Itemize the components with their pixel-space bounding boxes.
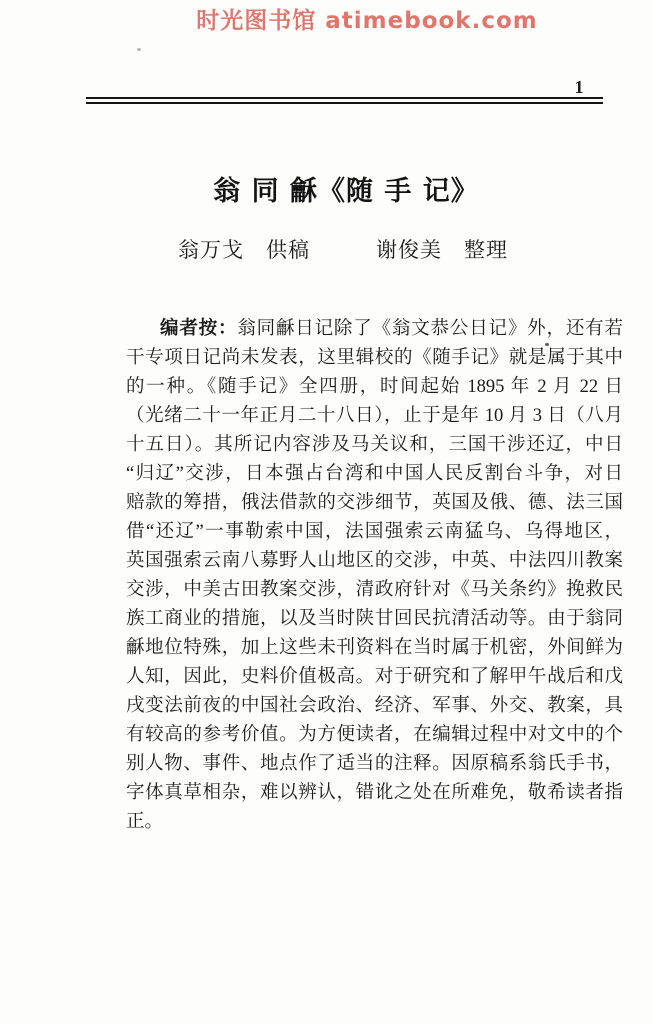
note-line: 龢地位特殊，加上这些未刊资料在当时属于机密，外间鲜为 xyxy=(126,638,623,658)
note-line: 族工商业的措施，以及当时陕甘回民抗清活动等。由于翁同 xyxy=(126,609,623,629)
note-line: 别人物、事件、地点作了适当的注释。因原稿系翁氏手书， xyxy=(126,754,623,774)
note-line: 正。 xyxy=(126,812,164,832)
library-watermark: 时光图书馆 atimebook.com xyxy=(196,8,538,34)
note-line: 干专项日记尚未发表，这里辑校的《随手记》就是属于其中 xyxy=(126,348,623,368)
note-line: “归辽”交涉，日本强占台湾和中国人民反割台斗争，对日 xyxy=(126,464,623,484)
note-line xyxy=(126,315,623,344)
note-line: （光绪二十一年正月二十八日），止于是年 10 月 3 日（八月 xyxy=(126,406,623,426)
note-line: 英国强索云南八募野人山地区的交涉，中英、中法四川教案 xyxy=(126,551,623,571)
page-number: 1 xyxy=(574,77,584,97)
note-line: 交涉，中美古田教案交涉，清政府针对《马关条约》挽救民 xyxy=(126,580,623,600)
byline: 翁万戈 供稿 谢俊美 整理 xyxy=(178,238,508,262)
note-line: 赔款的筹措，俄法借款的交涉细节，英国及俄、德、法三国 xyxy=(126,493,623,513)
editor-note-lead: 编者按： xyxy=(160,319,238,339)
scan-speck xyxy=(137,48,141,51)
note-line: 借“还辽”一事勒索中国，法国强索云南猛乌、乌得地区， xyxy=(126,522,623,542)
header-double-rule xyxy=(86,97,603,104)
note-line-text: 翁同龢日记除了《翁文恭公日记》外，还有若 xyxy=(237,319,623,339)
note-line: 人知，因此，史料价值极高。对于研究和了解甲午战后和戊 xyxy=(126,667,623,687)
note-line: 的一种。《随手记》全四册，时间起始 1895 年 2 月 22 日 xyxy=(126,377,623,397)
page-title: 翁 同 龢《随 手 记》 xyxy=(213,176,479,207)
note-line: 有较高的参考价值。为方便读者，在编辑过程中对文中的个 xyxy=(126,725,623,745)
note-line: 戌变法前夜的中国社会政治、经济、军事、外交、教案，具 xyxy=(126,696,623,716)
note-line: 十五日）。其所记内容涉及马关议和，三国干涉还辽，中日 xyxy=(126,435,623,455)
editor-note-paragraph xyxy=(126,315,623,837)
note-line: 字体真草相杂，难以辨认，错讹之处在所难免，敬希读者指 xyxy=(126,783,623,803)
